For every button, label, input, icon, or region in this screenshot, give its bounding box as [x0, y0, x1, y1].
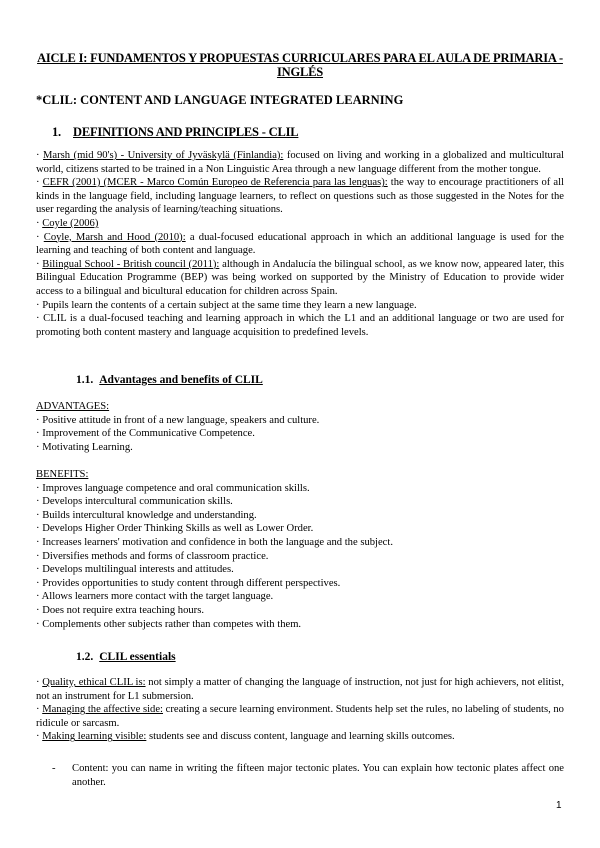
essential-text: not simply a matter of changing the language of instruction, not just for high achievers, not elitist, not an instrument for L1 submersion.	[36, 677, 564, 702]
advantages-list	[36, 400, 564, 454]
definition-source: Coyle (2006)	[42, 217, 99, 229]
definition-paragraph: · Bilingual School - British council (2011): although in Andalucía the bilingual school, as we know now, appeared later, this Bilingual Education Programme (BEP) was being worked on supported by the Ministry of Education to provide wider access to a bilingual and bicultural education for children across Spain.	[36, 258, 564, 297]
definition-paragraph: · CLIL is a dual-focused teaching and learning approach in which the L1 and an additional language or two are used for promoting both content mastery and language acquisition to predefined levels.	[36, 313, 564, 338]
definition-source: Marsh (mid 90's) - University of Jyväskylä (Finlandia):	[43, 150, 284, 161]
list-item: · Develops intercultural communication skills.	[36, 496, 233, 508]
essential-paragraph: · Quality, ethical CLIL is: not simply a matter of changing the language of instruction, not just for high achievers, not elitist, not an instrument for L1 submersion.	[36, 677, 564, 702]
essential-label: Managing the affective side:	[42, 704, 163, 716]
essential-paragraph: · Making learning visible: students see and discuss content, language and learning skills outcomes.	[36, 731, 455, 743]
definition-paragraph: · Marsh (mid 90's) - University of Jyväskylä (Finlandia): focused on living and working in a globalized and multicultural world, citizens started to be trained in a Non Linguistic Area through a new language different from the mother tongue.	[36, 150, 564, 175]
essential-label: Making learning visible:	[42, 731, 147, 743]
list-item: · Builds intercultural knowledge and understanding.	[36, 509, 257, 521]
subsection-heading-essentials	[76, 650, 176, 664]
section-title: DEFINITIONS AND PRINCIPLES - CLIL	[73, 125, 299, 139]
document-subtitle: *CLIL: CONTENT AND LANGUAGE INTEGRATED LEARNING	[36, 93, 404, 107]
list-item: · Improvement of the Communicative Competence.	[36, 428, 255, 440]
section-heading-definitions	[52, 125, 298, 140]
list-item: · Allows learners more contact with the target language.	[36, 591, 274, 603]
definition-paragraph: · CEFR (2001) (MCER - Marco Común Europeo de Referencia para las lenguas): the way to encourage practitioners of all kinds in the language field, including language learners, to reflect on questions such as those suggested in the Notes for the user regarding the analysis of learning/teaching situations.	[36, 177, 564, 216]
essential-paragraph: · Managing the affective side: creating a secure learning environment. Students help set the rules, no labeling of students, no ridicule or sarcasm.	[36, 704, 564, 729]
document-title: AICLE I: FUNDAMENTOS Y PROPUESTAS CURRICULARES PARA EL AULA DE PRIMARIA - INGLÉS	[37, 51, 563, 79]
subsection-title: CLIL essentials	[99, 651, 176, 663]
definition-text: Pupils learn the contents of a certain subject at the same time they learn a new language.	[42, 299, 417, 311]
definition-paragraph: · Coyle, Marsh and Hood (2010): a dual-focused educational approach in which an additional language is used for the learning and teaching of both content and language.	[36, 231, 565, 257]
list-item: · Develops multilingual interests and attitudes.	[36, 564, 234, 576]
definition-source: Coyle, Marsh and Hood (2010):	[43, 231, 186, 243]
advantages-label: ADVANTAGES:	[36, 401, 110, 412]
list-item: · Improves language competence and oral communication skills.	[36, 482, 310, 494]
definition-text: the way to encourage practitioners of all kinds in the language field, including language learners, to reflect on questions such as those suggested in the Notes for the user regarding the analysis of learning/teaching situations.	[36, 177, 564, 216]
dash-bullet: -	[52, 763, 56, 774]
definition-text: a dual-focused educational approach in which an additional language is used for the learning and teaching of both content and language.	[36, 231, 565, 257]
subsection-number: 1.1.	[76, 374, 94, 386]
definition-source: Bilingual School - British council (2011):	[42, 258, 220, 270]
essentials-list	[36, 676, 564, 744]
benefits-list	[36, 468, 564, 631]
definition-text: CLIL is a dual-focused teaching and learning approach in which the L1 and an additional language or two are used for promoting both content mastery and language acquisition to predefined levels.	[36, 313, 564, 338]
list-item: · Develops Higher Order Thinking Skills as well as Lower Order.	[36, 523, 314, 535]
list-item: · Provides opportunities to study content through different perspectives.	[36, 577, 341, 589]
definition-text: although in Andalucía the bilingual school, as we know now, appeared later, this Bilingual Education Programme (BEP) was being worked on supported by the Ministry of Education to provide wider access to a bilingual and bicultural education for children across Spain.	[36, 258, 564, 297]
list-item: · Increases learners' motivation and confidence in both the language and the subject.	[36, 536, 393, 548]
benefits-label: BENEFITS:	[36, 469, 89, 480]
definition-paragraph: · Coyle (2006)	[36, 217, 99, 229]
list-item: · Positive attitude in front of a new language, speakers and culture.	[36, 414, 320, 426]
essential-label: Quality, ethical CLIL is:	[42, 677, 146, 688]
section-number: 1.	[52, 125, 61, 139]
page-number: 1	[556, 800, 562, 811]
essential-text: creating a secure learning environment. Students help set the rules, no labeling of students, no ridicule or sarcasm.	[36, 704, 564, 729]
essential-text: students see and discuss content, language and learning skills outcomes.	[146, 731, 455, 743]
subsection-title: Advantages and benefits of CLIL	[99, 374, 263, 386]
list-item: · Complements other subjects rather than competes with them.	[36, 618, 302, 630]
subsection-heading-advantages	[76, 373, 263, 387]
dash-item-text: Content: you can name in writing the fifteen major tectonic plates. You can explain how tectonic plates affect one another.	[72, 763, 564, 788]
list-item: · Does not require extra teaching hours.	[36, 604, 204, 616]
list-item: · Diversifies methods and forms of classroom practice.	[36, 550, 269, 562]
definition-paragraph: · Pupils learn the contents of a certain subject at the same time they learn a new language.	[36, 299, 417, 311]
dash-list-item	[52, 762, 564, 789]
definitions-block	[36, 149, 564, 339]
subsection-number: 1.2.	[76, 651, 94, 663]
definition-text: focused on living and working in a globalized and multicultural world, citizens started to be trained in a Non Linguistic Area through a new language different from the mother tongue.	[36, 150, 564, 175]
definition-source: CEFR (2001) (MCER - Marco Común Europeo de Referencia para las lenguas):	[42, 177, 388, 189]
list-item: · Motivating Learning.	[36, 441, 133, 453]
